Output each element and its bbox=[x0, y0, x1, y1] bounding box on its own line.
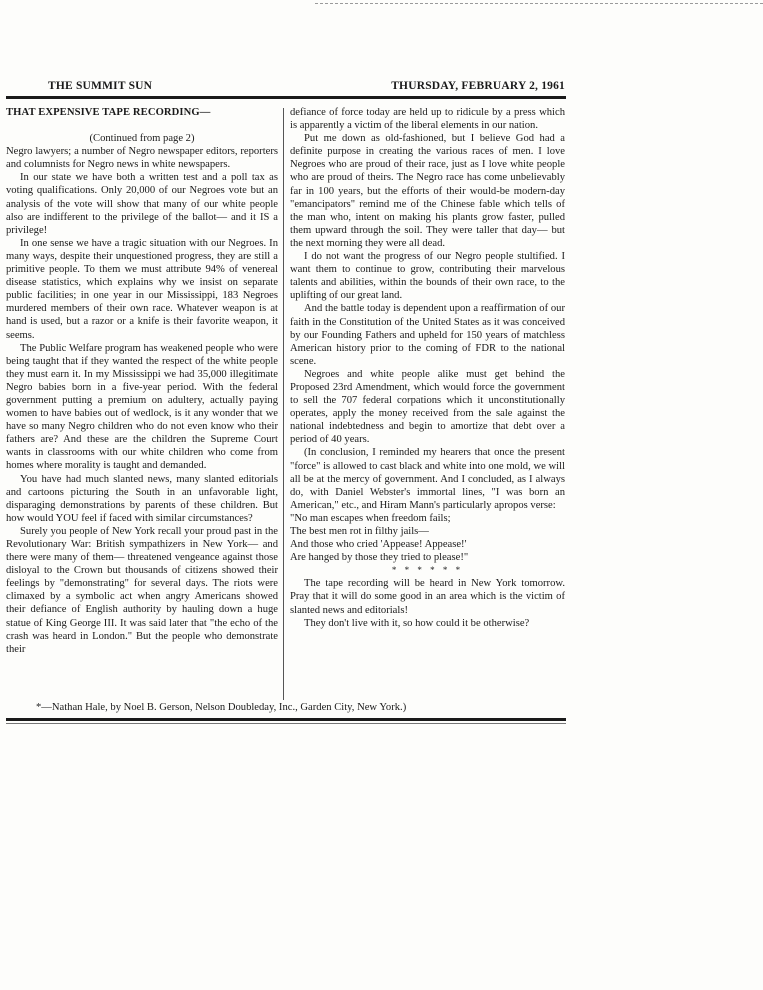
paragraph: And the battle today is dependent upon a reaffirmation of our faith in the Constitution of the United States as it was conceived by our Founding Fathers and upheld for 150 years of matchless American history prior to the coming of FDR to the national scene. bbox=[290, 303, 565, 367]
section-stars: * * * * * * bbox=[391, 565, 464, 576]
paragraph: In one sense we have a tragic situation with our Negroes. In many ways, despite their unquestioned progress, they are still a primitive people. To them we must attribute 94% of venereal disease statistics, which explains why we insist on separate public facilities; in one year in our Mississippi, 183 Negroes murdered members of their own race. Whatever weapon is at hand is used, but a razor or a knife is their favorite weapon, it seems. bbox=[6, 237, 278, 341]
paragraph: They don't live with it, so how could it be otherwise? bbox=[304, 617, 530, 629]
verse-line: And those who cried 'Appease! Appease!' bbox=[290, 539, 467, 551]
top-dashed-border bbox=[315, 3, 763, 4]
footnote: *—Nathan Hale, by Noel B. Gerson, Nelson Doubleday, Inc., Garden City, New York.) bbox=[36, 702, 407, 713]
continued-note: (Continued from page 2) bbox=[89, 133, 195, 145]
newspaper-name: THE SUMMIT SUN bbox=[48, 80, 153, 92]
paragraph: defiance of force today are held up to ridicule by a press which is apparently a victim of the liberal elements in our nation. bbox=[290, 107, 565, 132]
page-header bbox=[48, 80, 565, 96]
paragraph: Negroes and white people alike must get behind the Proposed 23rd Amendment, which would force the government to sell the 707 federal corpations which it unconstitutionally operates, apply the money received from the sale against the national indebtedness and begin to amortize that debt over a period of 40 years. bbox=[290, 368, 565, 446]
paragraph: I do not want the progress of our Negro people stultified. I want them to continue to grow, contributing their marvelous talents and abilities, within the bounds of their own race, to the uplifting of our great land. bbox=[290, 251, 565, 302]
paragraph: The Public Welfare program has weakened people who were being taught that if they wanted the respect of the white people they must earn it. In my Mississippi we had 35,000 illegitimate Negro babies born in a five-year period. With the federal government putting a premium on adultery, actually paying women to have babies out of wedlock, is it any wonder that we have so many Negro children who do not even know who their fathers are? And these are the children the Supreme Court wants in classrooms with our white children who come from homes where morality is taught and demanded. bbox=[6, 342, 278, 472]
verse-line: The best men rot in filthy jails— bbox=[290, 526, 429, 537]
column-divider bbox=[283, 108, 284, 700]
issue-date: THURSDAY, FEBRUARY 2, 1961 bbox=[391, 80, 565, 92]
footer-rule bbox=[6, 718, 566, 721]
paragraph: (In conclusion, I reminded my hearers that once the present "force" is allowed to cast black and white into one mold, we will all be at the mercy of government. And I concluded, as I always do, with Daniel Webster's immortal lines, "I was born an American," etc., and Hiram Mann's particularly apropos verse: bbox=[290, 447, 565, 511]
footer-rule-thin bbox=[6, 723, 566, 724]
header-rule bbox=[6, 96, 566, 99]
column-left bbox=[6, 106, 278, 656]
paragraph: You have had much slanted news, many slanted editorials and cartoons picturing the South in an unfavorable light, disparaging demonstrations by parents of these children. But how would YOU feel if faced with similar circumstances? bbox=[6, 473, 278, 524]
paragraph: Negro lawyers; a number of Negro newspaper editors, reporters and columnists for Negro news in white newspapers. bbox=[6, 146, 278, 171]
paragraph: The tape recording will be heard in New York tomorrow. Pray that it will do some good in an area which is the victim of slanted news and editorials! bbox=[290, 578, 565, 616]
paragraph: Surely you people of New York recall your proud past in the Revolutionary War: British sympathizers in New York— and there were many of them— threatened vengeance against those disloyal to the Crown but thousands of citizens showed their feelings by "demonstrating" for several days. The riots were climaxed by a symbolic act when angry Americans showed their defiance of English authority by hauling down a huge statue of King George III. It was said later that "the echo of the crash was heard in London." But the people who demonstrate their bbox=[6, 525, 278, 655]
paragraph: Put me down as old-fashioned, but I believe God had a definite purpose in creating the various races of men. I love Negroes who are proud of their race, just as I love white people who are proud of theirs. The Negro race has come unbelievably far in 100 years, but the efforts of their would-be modern-day "emancipators" remind me of the Chinese fable which tells of the man who, intent on making his plants grow faster, pulled them upward through the soil. They were taller that day— but the next morning they were all dead. bbox=[290, 133, 565, 249]
article-headline: THAT EXPENSIVE TAPE RECORDING— bbox=[6, 107, 211, 118]
paragraph: In our state we have both a written test and a poll tax as voting qualifications. Only 20,000 of our Negroes vote but an analysis of the vote will show that many of our white people also are indifferent to the privilege of the ballot— and it IS a privilege! bbox=[6, 172, 278, 236]
verse-line: Are hanged by those they tried to please!" bbox=[290, 552, 469, 564]
column-right bbox=[290, 106, 565, 630]
verse-line: "No man escapes when freedom fails; bbox=[290, 512, 451, 524]
